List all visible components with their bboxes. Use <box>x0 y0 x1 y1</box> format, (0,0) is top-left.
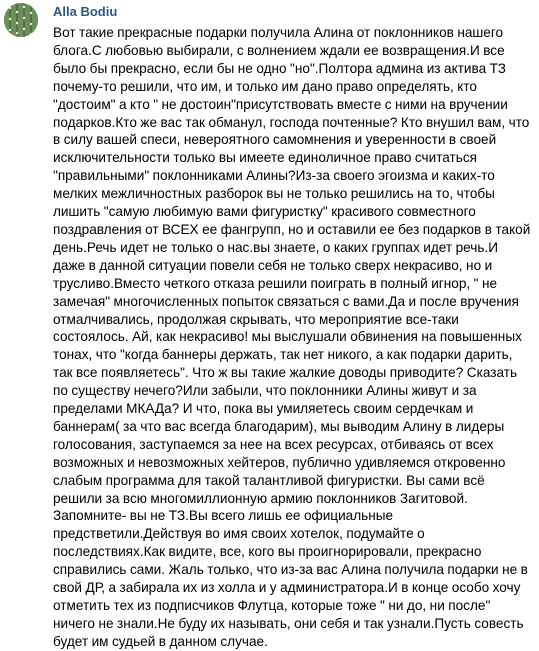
post-text-line: "правильными" поклонниками Алины?Из-за своего эгоизма и каких-то <box>53 168 495 184</box>
post-text-line: "достоим" а кто " не достоин"присутствовать вместе с ними на вручении <box>53 96 508 112</box>
author-name-link[interactable]: Alla Bodiu <box>53 4 118 19</box>
post-text-line: мелких межличностных разборок вы не только решились на то, чтобы <box>53 186 495 202</box>
post-text-line: пределами МКАДа? И что, пока вы умиляетесь своим сердечкам и <box>53 401 474 417</box>
post-text-line: поздравления от ВСЕХ ее фангрупп, но и оставили ее без подарков в такой <box>53 221 531 237</box>
post-text-line: даже в данной ситуации повели себя не только сверх некрасиво, но и <box>53 257 493 273</box>
post-text-line: Запомните- вы не ТЗ.Вы всего лишь ее официальные <box>53 508 394 524</box>
post-text-line: предстветили.Действуя во имя своих хотелок, подумайте о <box>53 526 425 542</box>
cactus-avatar-icon <box>4 3 38 37</box>
post-text-line: тонах, что "когда баннеры держать, так нет никого, а как подарки дарить, <box>53 347 513 363</box>
post-text-line: будет им судьей в данном случае. <box>53 633 268 649</box>
post-text-line: возможных и невозможных хейтеров, публично удивляемся откровенно <box>53 454 506 470</box>
post-text-line: день.Речь идет не только о нас.вы знаете, о каких группах идет речь.И <box>53 239 498 255</box>
author-avatar[interactable] <box>4 3 38 37</box>
post-text-line: замечая" многочисленных попыток связаться с вами.Да и после вручения <box>53 293 519 309</box>
post-text-line: было бы прекрасно, если бы не одно "но".Полтора админа из актива ТЗ <box>53 60 506 76</box>
post-text-line: слабым программа для такой талантливой фигуристки. Вы сами всё <box>53 472 485 488</box>
post-text-line: блога.С любовью выбирали, с волнением ждали ее возвращения.И все <box>53 42 505 58</box>
post-text-line: трусливо.Вместо четкого отказа решили поиграть в полный игнор, " не <box>53 275 498 291</box>
post-text-line: состоялось. Ай, как некрасиво! мы выслушали обвинения на повышенных <box>53 329 522 345</box>
post-text-line: Вот такие прекрасные подарки получила Алина от поклонников нашего <box>53 25 504 40</box>
post-text-line: баннерам( за что вас всегда благодарим), мы выводим Алину в лидеры <box>53 418 505 434</box>
post-text-line: исключительности только вы имеете единоличное право считаться <box>53 150 477 166</box>
post-text-line: последствиях.Как видите, все, кого вы проигнорировали, прекрасно <box>53 544 482 560</box>
post-text-line: лишить "самую любимую вами фигуристку" красивого совместного <box>53 204 476 220</box>
post-text-line: справились сами. Жаль только, что из-за вас Алина получила подарки не в <box>53 562 528 578</box>
post-text <box>53 24 535 651</box>
post-text-line: по существу нечего?Или забыли, что поклонники Алины живут и за <box>53 383 477 399</box>
post-text-line: в силу вашей спеси, невероятного самомнения и уверенности в своей <box>53 132 497 148</box>
post-text-line: так все появляетесь". Что ж вы такие жалкие доводы приводите? Сказать <box>53 365 518 381</box>
post-text-line: голосования, заступаемся за нее на всех ресурсах, отбиваясь от всех <box>53 436 494 452</box>
post-text-line: отмалчивались, продолжая скрывать, что мероприятие все-таки <box>53 311 459 327</box>
post-text-line: почему-то решили, что им, и только им дано право определять, кто <box>53 78 477 94</box>
post-text-line: свой ДР, а забирала их из холла и у администратора.И в конце особо хочу <box>53 580 521 596</box>
post-text-line: подарков.Кто же вас так обманул, господа почтенные? Кто внушил вам, что <box>53 114 530 130</box>
post-text-line: ничего не знали.Не буду их называть, они себя и так узнали.Пусть совесть <box>53 615 524 631</box>
post-text-line: решили за всю многомиллионную армию поклонников Загитовой. <box>53 490 468 506</box>
post-text-line: отметить тех из подписчиков Флутца, которые тоже " ни до, ни после" <box>53 598 491 613</box>
